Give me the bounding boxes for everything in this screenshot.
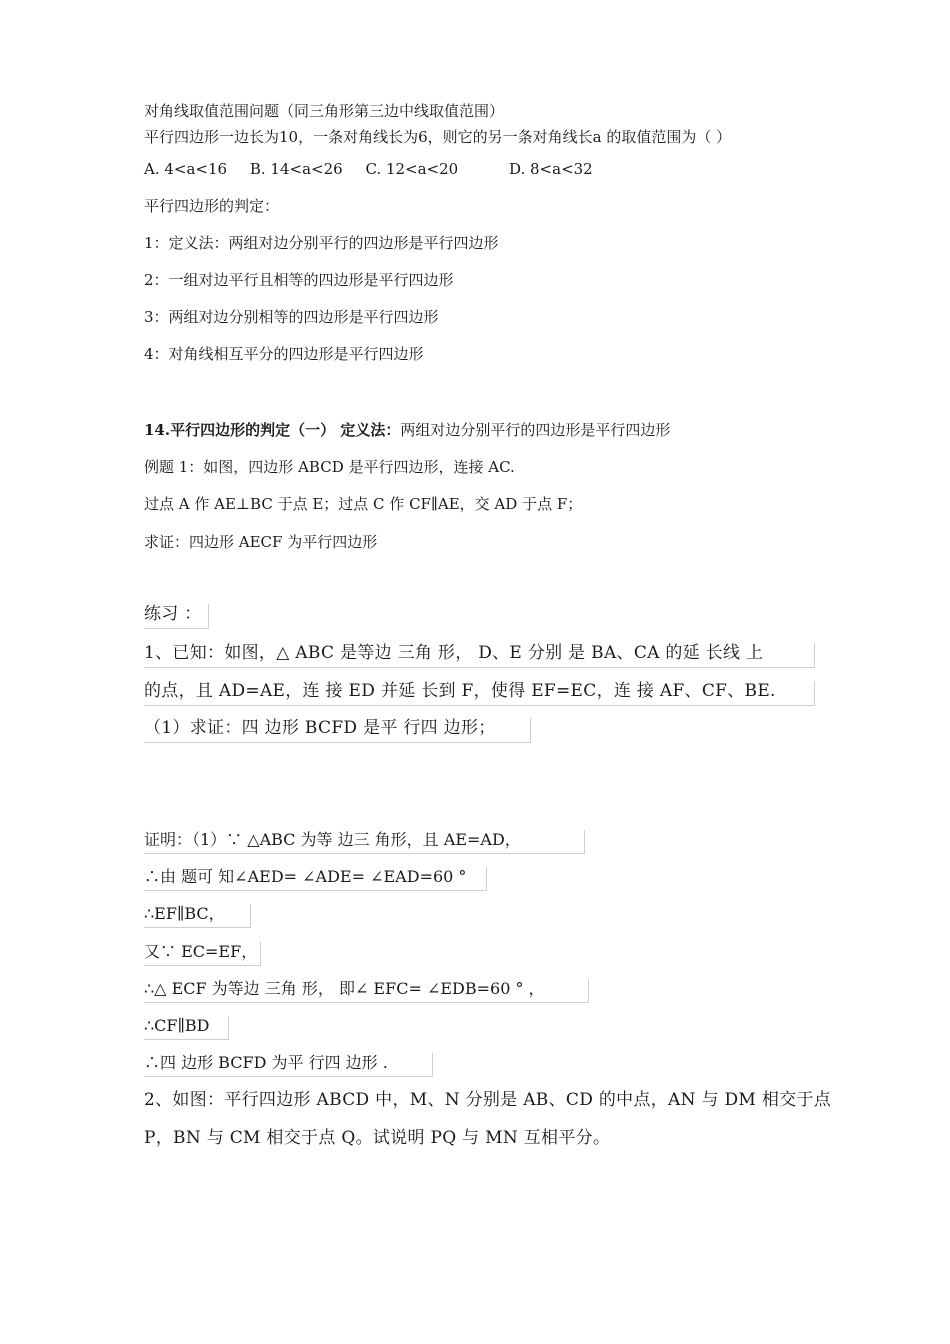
section14-heading-rest: 两组对边分别平行的四边形是平行四边形	[400, 421, 671, 439]
proof-line: ∴EF∥BC，	[144, 904, 251, 928]
practice-q1-line: 的点，且 AD=AE，连 接 ED 并延 长到 F，使得 EF=EC，连 接 AF、CF、BE.	[144, 681, 815, 706]
option-b: B. 14<a<26	[249, 160, 343, 178]
proof-line: ∴△ ECF 为等边 三角 形， 即∠ EFC= ∠EDB=60 ° ，	[144, 979, 589, 1003]
option-c: C. 12<a<20	[365, 160, 459, 178]
section14-heading-bold: 14.平行四边形的判定（一） 定义法：	[144, 421, 401, 439]
proof-line: ∴由 题可 知∠AED= ∠ADE= ∠EAD=60 °	[144, 867, 487, 891]
proof-line: 又∵ EC=EF，	[144, 942, 261, 966]
practice-q2-line: 2、如图：平行四边形 ABCD 中，M、N 分别是 AB、CD 的中点，AN 与 DM 相交于点	[144, 1090, 832, 1110]
option-a: A. 4<a<16	[144, 160, 228, 178]
section14-heading	[144, 423, 670, 438]
section1-question: 平行四边形一边长为10，一条对角线长为6，则它的另一条对角线长a 的取值范围为（ ）	[144, 128, 732, 146]
criteria-heading: 平行四边形的判定：	[144, 197, 280, 215]
practice-q1-line: 1、已知：如图，△ ABC 是等边 三角 形， D、E 分别 是 BA、CA 的延 长线 上	[144, 643, 815, 668]
criteria-item: 3：两组对边分别相等的四边形是平行四边形	[144, 308, 439, 326]
proof-line: 证明：（1）∵ △ABC 为等 边三 角形，且 AE=AD，	[144, 830, 585, 854]
section1-title: 对角线取值范围问题（同三角形第三边中线取值范围）	[144, 102, 505, 120]
criteria-item: 1：定义法：两组对边分别平行的四边形是平行四边形	[144, 234, 499, 252]
example-line: 求证：四边形 AECF 为平行四边形	[144, 533, 378, 551]
practice-q1-line: （1）求证：四 边形 BCFD 是平 行四 边形；	[144, 718, 531, 743]
proof-line: ∴CF∥BD	[144, 1016, 229, 1040]
example-line: 例题 1：如图，四边形 ABCD 是平行四边形，连接 AC.	[144, 458, 515, 476]
option-d: D. 8<a<32	[508, 160, 593, 178]
criteria-item: 4：对角线相互平分的四边形是平行四边形	[144, 345, 424, 363]
section1-options	[144, 162, 611, 177]
criteria-item: 2：一组对边平行且相等的四边形是平行四边形	[144, 271, 454, 289]
practice-q2-line: P，BN 与 CM 相交于点 Q。试说明 PQ 与 MN 互相平分。	[144, 1128, 611, 1148]
proof-line: ∴四 边形 BCFD 为平 行四 边形 .	[144, 1053, 433, 1077]
practice-heading: 练习 ：	[144, 604, 209, 629]
example-line: 过点 A 作 AE⊥BC 于点 E；过点 C 作 CF∥AE，交 AD 于点 F；	[144, 495, 583, 513]
